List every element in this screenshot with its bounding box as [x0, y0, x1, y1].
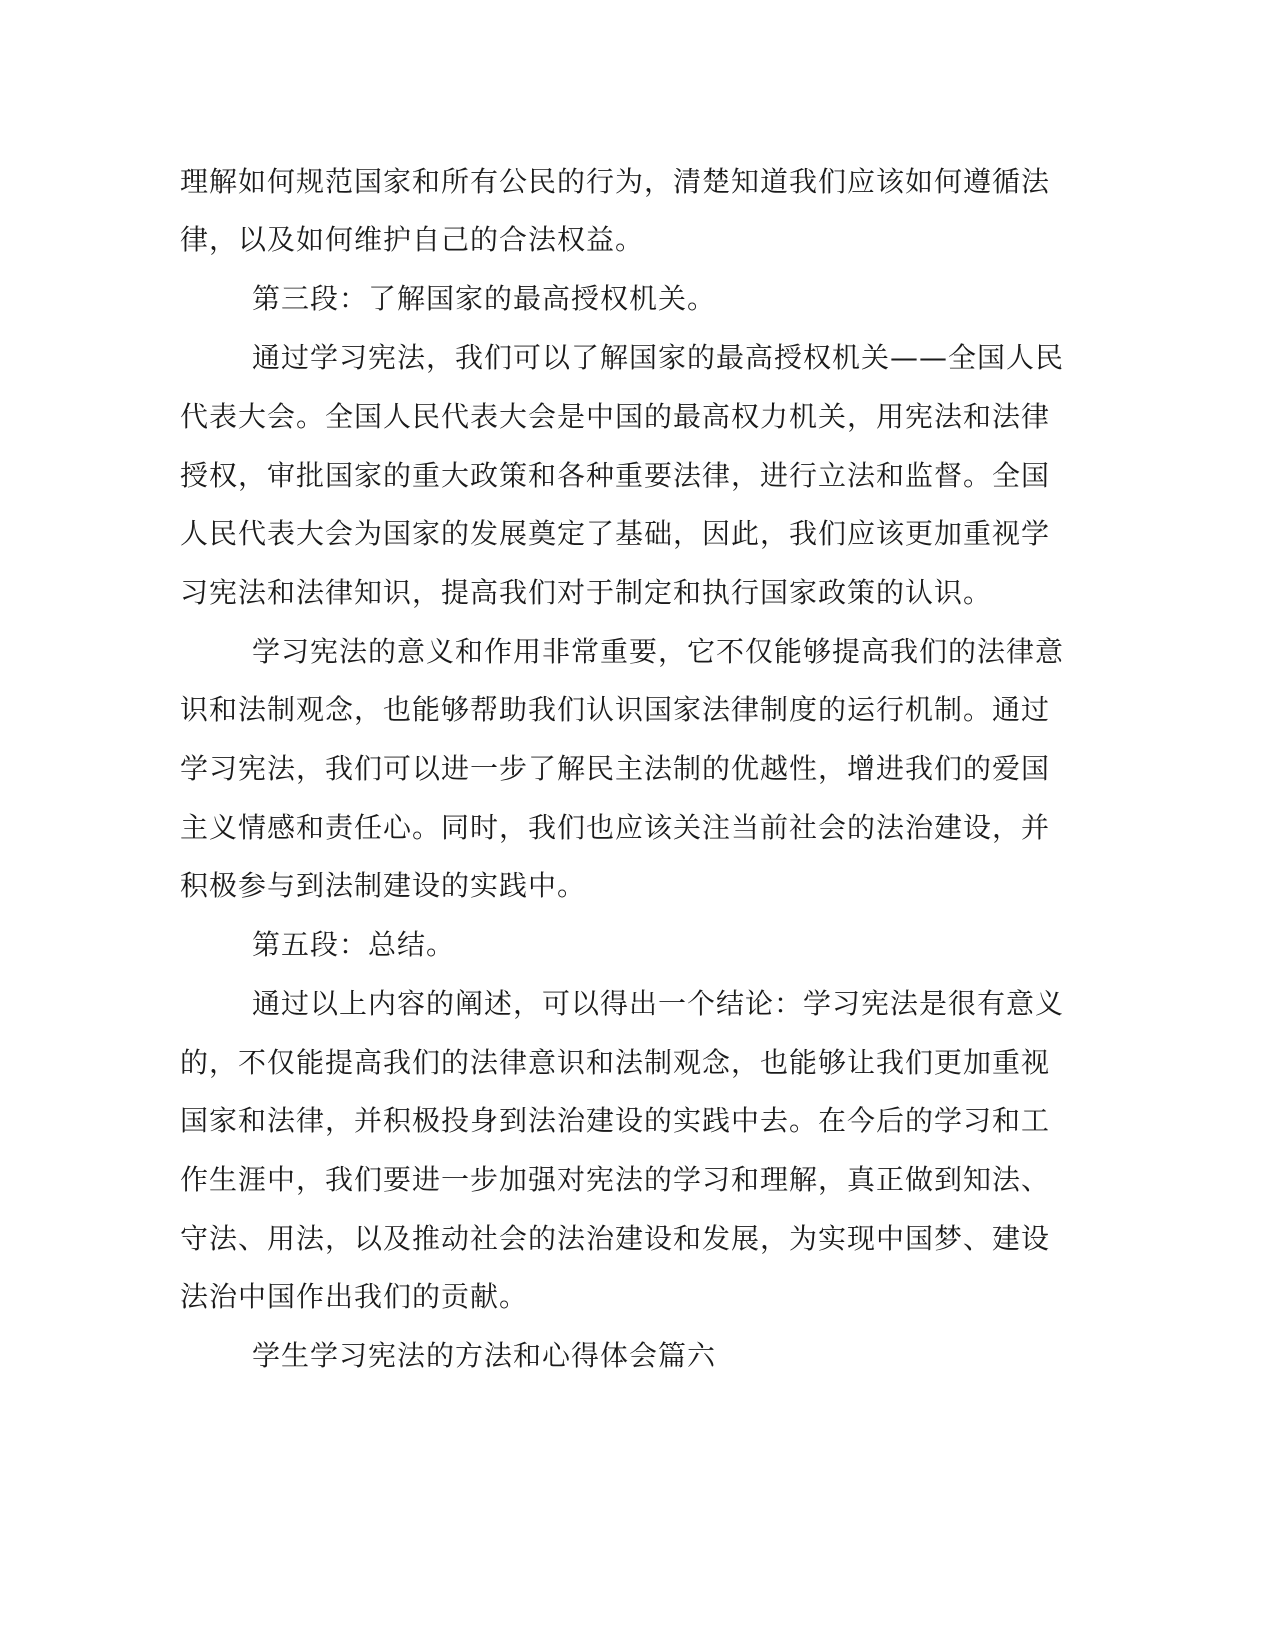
body-text-line: 学习宪法的意义和作用非常重要，它不仅能够提高我们的法律意	[252, 635, 1065, 668]
body-text-line: 通过学习宪法，我们可以了解国家的最高授权机关——全国人民	[252, 341, 1065, 374]
body-text-line: 守法、用法，以及推动社会的法治建设和发展，为实现中国梦、建设	[180, 1222, 1051, 1255]
body-text-line: 人民代表大会为国家的发展奠定了基础，因此，我们应该更加重视学	[180, 517, 1051, 550]
body-text-line: 主义情感和责任心。同时，我们也应该关注当前社会的法治建设，并	[180, 811, 1051, 844]
body-text-line: 的，不仅能提高我们的法律意识和法制观念，也能够让我们更加重视	[180, 1046, 1051, 1079]
body-text-line: 作生涯中，我们要进一步加强对宪法的学习和理解，真正做到知法、	[180, 1163, 1051, 1196]
body-text-line: 授权，审批国家的重大政策和各种重要法律，进行立法和监督。全国	[180, 459, 1051, 492]
body-text-line: 律，以及如何维护自己的合法权益。	[180, 223, 645, 256]
body-text-line: 代表大会。全国人民代表大会是中国的最高权力机关，用宪法和法律	[180, 400, 1051, 433]
section-title: 学生学习宪法的方法和心得体会篇六	[252, 1339, 717, 1372]
body-text-line: 积极参与到法制建设的实践中。	[180, 869, 587, 902]
body-text-line: 通过以上内容的阐述，可以得出一个结论：学习宪法是很有意义	[252, 987, 1065, 1020]
body-text-line: 国家和法律，并积极投身到法治建设的实践中去。在今后的学习和工	[180, 1104, 1051, 1137]
body-text-line: 习宪法和法律知识，提高我们对于制定和执行国家政策的认识。	[180, 576, 993, 609]
section-heading: 第五段：总结。	[252, 928, 456, 961]
body-text-line: 法治中国作出我们的贡献。	[180, 1280, 529, 1313]
section-heading: 第三段：了解国家的最高授权机关。	[252, 282, 717, 315]
body-text-line: 理解如何规范国家和所有公民的行为，清楚知道我们应该如何遵循法	[180, 165, 1051, 198]
body-text-line: 识和法制观念，也能够帮助我们认识国家法律制度的运行机制。通过	[180, 693, 1051, 726]
body-text-line: 学习宪法，我们可以进一步了解民主法制的优越性，增进我们的爱国	[180, 752, 1051, 785]
